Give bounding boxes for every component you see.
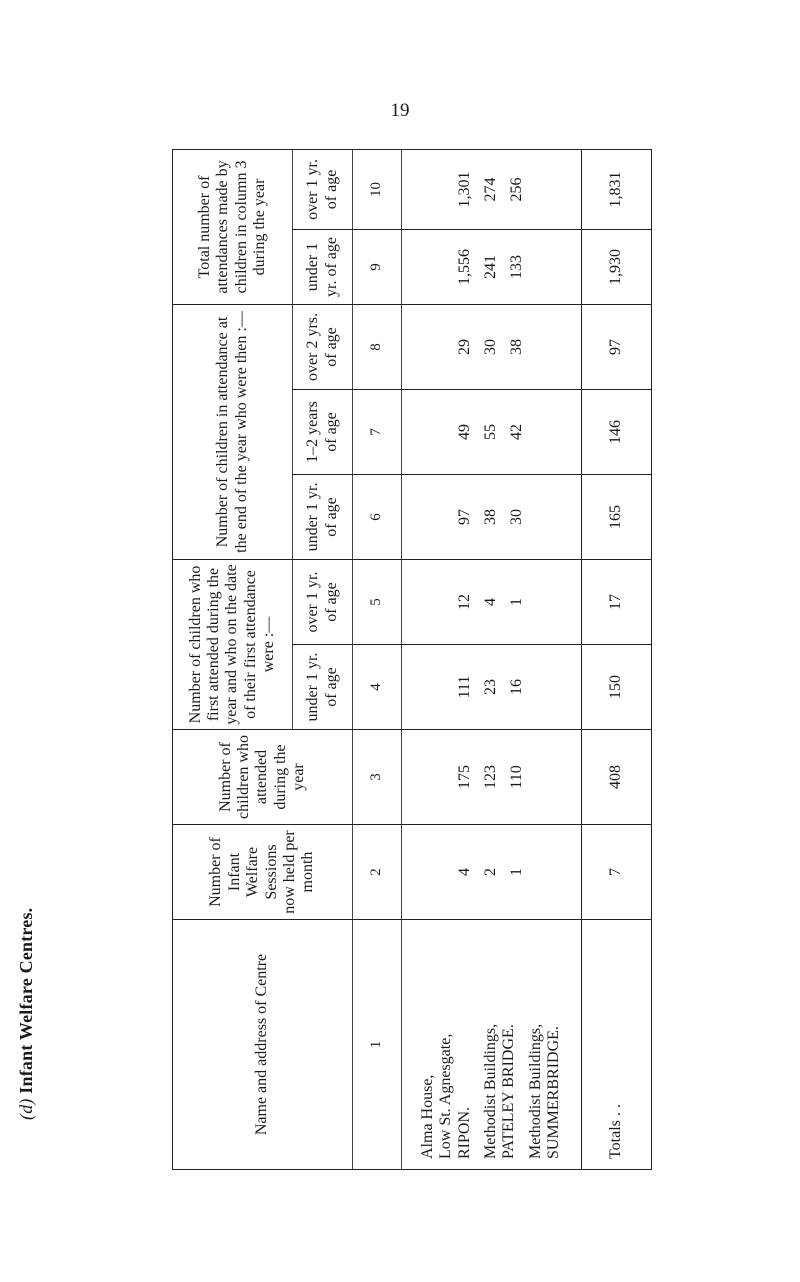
subheader-ia-under1: under 1 yr. of age bbox=[293, 474, 353, 559]
subheader-ia-over2: over 2 yrs. of age bbox=[293, 304, 353, 389]
value: 1 bbox=[508, 598, 526, 606]
centre-line: RIPON. bbox=[455, 1106, 473, 1159]
column-index: 7 bbox=[353, 389, 402, 474]
value: 1,556 bbox=[455, 248, 473, 285]
value: 97 bbox=[455, 508, 473, 525]
value: 30 bbox=[481, 338, 499, 355]
value: 256 bbox=[508, 177, 526, 202]
value: 49 bbox=[455, 423, 473, 440]
subheader-at-under1: under 1 yr. of age bbox=[293, 229, 353, 304]
header-attendances: Total number of attendances made by children in column 3 during the year bbox=[173, 149, 293, 304]
infant-welfare-table bbox=[172, 149, 652, 1170]
header-first-attended: Number of children who first attended during the year and who on the date of their first attendance were :— bbox=[173, 559, 293, 729]
total-attended: 408 bbox=[581, 730, 652, 825]
totals-label: Totals . . bbox=[581, 920, 652, 1170]
subheader-ia-1to2: 1–2 years of age bbox=[293, 389, 353, 474]
total-at-over1: 1,831 bbox=[581, 149, 652, 229]
fa-over1-cell bbox=[401, 559, 581, 644]
centre-line: Methodist Buildings, bbox=[481, 1023, 499, 1159]
value: 133 bbox=[508, 254, 526, 279]
value: 1,301 bbox=[455, 171, 473, 208]
value: 175 bbox=[455, 765, 473, 789]
value: 16 bbox=[508, 679, 526, 695]
header-name: Name and address of Centre bbox=[173, 920, 353, 1170]
centre-summerbridge bbox=[527, 924, 564, 1159]
table-rotator bbox=[172, 150, 652, 1170]
value: 4 bbox=[481, 598, 499, 606]
column-index: 2 bbox=[353, 825, 402, 920]
ia-under1-cell bbox=[401, 474, 581, 559]
page-number: 19 bbox=[390, 100, 410, 121]
total-ia-1to2: 146 bbox=[581, 389, 652, 474]
column-index: 6 bbox=[353, 474, 402, 559]
at-under1-cell bbox=[401, 229, 581, 304]
centre-line: Low St. Agnesgate, bbox=[437, 1033, 455, 1159]
value: 38 bbox=[481, 508, 499, 525]
centres-body-row bbox=[401, 149, 581, 1169]
section-heading: Infant Welfare Centres. bbox=[16, 907, 36, 1094]
subheader-at-over1: over 1 yr. of age bbox=[293, 149, 353, 229]
centre-ripon bbox=[419, 924, 474, 1159]
value: 1 bbox=[508, 868, 526, 876]
value: 42 bbox=[508, 423, 526, 440]
value: 4 bbox=[455, 868, 473, 876]
total-at-under1: 1,930 bbox=[581, 229, 652, 304]
total-sessions: 7 bbox=[581, 825, 652, 920]
value: 110 bbox=[508, 765, 526, 789]
centre-names-cell bbox=[401, 920, 581, 1170]
column-index: 8 bbox=[353, 304, 402, 389]
column-index: 10 bbox=[353, 149, 402, 229]
centre-line: Alma House, bbox=[418, 1074, 436, 1159]
value: 55 bbox=[481, 423, 499, 440]
value: 241 bbox=[481, 254, 499, 279]
subheader-fa-over1: over 1 yr. of age bbox=[293, 559, 353, 644]
value: 12 bbox=[455, 594, 473, 610]
totals-row bbox=[581, 149, 652, 1169]
centre-line: SUMMERBRIDGE. bbox=[545, 1026, 563, 1159]
column-index: 1 bbox=[353, 920, 402, 1170]
column-index-row bbox=[353, 149, 402, 1169]
subheader-fa-under1: under 1 yr. of age bbox=[293, 645, 353, 730]
column-index: 9 bbox=[353, 229, 402, 304]
value: 29 bbox=[455, 338, 473, 355]
total-ia-under1: 165 bbox=[581, 474, 652, 559]
header-in-attendance: Number of children in attendance at the end of the year who were then :— bbox=[173, 304, 293, 559]
total-fa-under1: 150 bbox=[581, 645, 652, 730]
value: 2 bbox=[481, 868, 499, 876]
ia-1to2-cell bbox=[401, 389, 581, 474]
fa-under1-cell bbox=[401, 645, 581, 730]
header-attended: Number of children who attended during the year bbox=[173, 730, 353, 825]
column-index: 3 bbox=[353, 730, 402, 825]
section-title bbox=[16, 800, 37, 1120]
column-index: 4 bbox=[353, 645, 402, 730]
centre-pateley-bridge bbox=[482, 924, 519, 1159]
header-sessions: Number of Infant Welfare Sessions now held per month bbox=[173, 825, 353, 920]
section-letter: (d) bbox=[16, 1098, 36, 1120]
value: 38 bbox=[508, 338, 526, 355]
ia-over2-cell bbox=[401, 304, 581, 389]
at-over1-cell bbox=[401, 149, 581, 229]
value: 123 bbox=[481, 765, 499, 789]
sessions-cell bbox=[401, 825, 581, 920]
value: 30 bbox=[508, 508, 526, 525]
column-index: 5 bbox=[353, 559, 402, 644]
value: 111 bbox=[455, 675, 473, 699]
value: 274 bbox=[481, 177, 499, 202]
total-ia-over2: 97 bbox=[581, 304, 652, 389]
centre-line: Methodist Buildings, bbox=[526, 1023, 544, 1159]
attended-cell bbox=[401, 730, 581, 825]
centre-line: PATELEY BRIDGE. bbox=[500, 1024, 518, 1159]
total-fa-over1: 17 bbox=[581, 559, 652, 644]
value: 23 bbox=[481, 679, 499, 695]
